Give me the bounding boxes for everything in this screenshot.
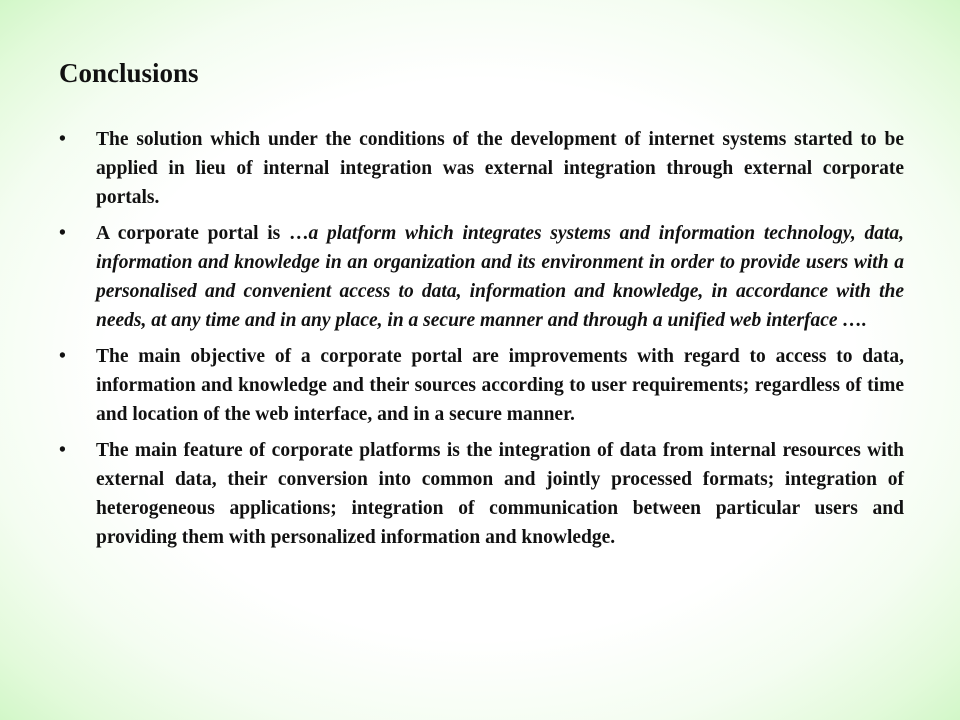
slide-title: Conclusions: [59, 58, 199, 88]
bullet-dot-icon: •: [59, 440, 66, 461]
bullet-dot-icon: •: [59, 129, 66, 150]
bullet-item: [59, 219, 904, 335]
bullet-item: [59, 342, 904, 429]
bullet-dot-icon: •: [59, 223, 66, 244]
bullet-text: The main objective of a corporate portal are improvements with regard to access to data, information and knowledge and their sources according to user requirements; regardless of time and location of the web interface, and in a secure manner.: [96, 346, 904, 425]
bullet-text: The solution which under the conditions of the development of internet systems started to be applied in lieu of internal integration was external integration through external corporate portals.: [96, 129, 904, 208]
bullet-text-italic-definition: a platform which integrates systems and information technology, data, information and knowledge in an organization and its environment in order to provide users with a personalised and convenient access to data, information and knowledge, in accordance with the needs, at any time and in any place, in a secure manner and through a unified web interface ….: [96, 223, 904, 331]
bullet-text-lead: A corporate portal is …: [96, 223, 309, 244]
bullet-item: [59, 125, 904, 212]
bullet-item: [59, 436, 904, 552]
bullet-dot-icon: •: [59, 346, 66, 367]
bullet-text: The main feature of corporate platforms is the integration of data from internal resources with external data, their conversion into common and jointly processed formats; integration of heterogeneous applications; integration of communication between particular users and providing them with personalized information and knowledge.: [96, 440, 904, 548]
bullet-list: [59, 125, 904, 559]
